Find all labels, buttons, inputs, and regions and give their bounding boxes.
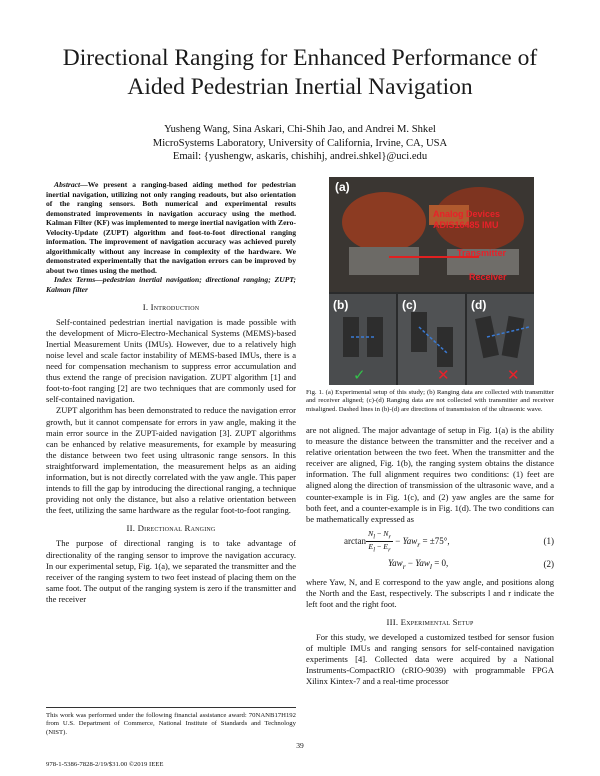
abstract bbox=[46, 180, 296, 275]
section-heading-introduction: I. Introduction bbox=[142, 301, 200, 312]
figure-caption: Fig. 1. (a) Experimental setup of this study; (b) Ranging data are collected with transmitter and receiver aligned; (c)-(d) Ranging data are not collected with transmitter and receiver misaligned. Dashed lines in (b)-(d) are directions of transmission of the ultrasonic wave. bbox=[306, 389, 554, 413]
intro-paragraph-1: Self-contained pedestrian inertial navigation is made possible with the development of Micro-Electro-Mechanical Systems (MEMS)-based Inertial Measurement Units (IMUs). However, due to a relatively high noise level and scale factor instability of MEMS-based IMUs, there is a need for compensation mechanism to suppress error accumulation and thus extend the range of precision navigation. ZUPT algorithm [1] and foot-to-foot ranging [2] are two techniques that are commonly used for self-contained navigation. bbox=[46, 316, 296, 405]
title-line-1: Directional Ranging for Enhanced Performance of bbox=[62, 45, 538, 71]
section-heading-experimental-setup: III. Experimental Setup bbox=[386, 617, 474, 628]
index-terms: Index Terms—pedestrian inertial navigation; directional ranging; ZUPT; Kalman filter bbox=[46, 275, 296, 295]
right-column bbox=[306, 425, 554, 688]
annot-device: Analog Devices bbox=[433, 209, 501, 219]
left-column bbox=[46, 180, 296, 605]
copyright-line: 978-1-5386-7828-2/19/$31.00 ©2019 IEEE bbox=[46, 761, 164, 768]
equation-1-fraction: $\frac{N_l - N_r}{E_l - E_r}$ bbox=[367, 528, 392, 554]
label-a: (a) bbox=[335, 180, 350, 194]
es-paragraph-1: For this study, we developed a customized testbed for sensor fusion of multiple IMUs and ranging sensors for self-contained navigation experiments [4]. Collected data were acquired by a National Instruments-CompactRIO (cRIO-9039) with programmable FPGA Xilinx Kintex-7 and a real-time processor bbox=[306, 632, 554, 687]
email: Email: {yushengw, askaris, chishihj, andrei.shkel}@uci.edu bbox=[172, 151, 428, 162]
author-block bbox=[0, 123, 600, 164]
dr-paragraph-3: where Yaw, N, and E correspond to the yaw angle, and positions along the North and the East, respectively. The subscripts l and r indicate the left foot and the right foot. bbox=[306, 576, 554, 609]
footnote: This work was performed under the following financial assistance award: 70NANB17H192 from U.S. Department of Commerce, National Institute of Standards and Technology (NIST). bbox=[46, 707, 296, 737]
title-line-2: Aided Pedestrian Inertial Navigation bbox=[127, 74, 473, 100]
author-names: Yusheng Wang, Sina Askari, Chi-Shih Jao, and Andrei M. Shkel bbox=[164, 124, 436, 135]
section-heading-directional-ranging: II. Directional Ranging bbox=[126, 523, 216, 534]
equation-1 bbox=[306, 529, 554, 555]
mount-left bbox=[349, 247, 419, 275]
abstract-label: Abstract bbox=[54, 180, 81, 189]
figure-photo bbox=[329, 177, 534, 385]
dr-paragraph-1: The purpose of directional ranging is to take advantage of directionality of the ranging sensor to improve the navigation accuracy. In our experimental setup, Fig. 1(a), we separated the transmitter and the receiver of the ranging system to two feet instead of placing them on the same foot. The output of the ranging system is zero if the transmitter and the receiver bbox=[46, 538, 296, 604]
label-b: (b) bbox=[333, 298, 349, 312]
shoe-left bbox=[342, 192, 426, 252]
cross-icon-c: ✕ bbox=[437, 366, 450, 384]
affiliation: MicroSystems Laboratory, University of California, Irvine, CA, USA bbox=[152, 137, 448, 149]
equation-1-body: arctan $\frac{N_l - N_r}{E_l - E_r}$ − Yaw$_r$ = ±75°, bbox=[344, 528, 450, 554]
abstract-text: —We present a ranging-based aiding method for pedestrian inertial navigation, utilizing not only ranging readouts, but also orientation of the ranging sensors. Both numerical and experimental results demonstrated improvements in navigation accuracy using the method. Kalman Filter (KF) was implemented to merge inertial navigation with Zero-Velocity-Update (ZUPT) algorithm and foot-to-foot directional ranging information. The improvement of navigation accuracy was achieved purely algorithmically without any increase in complexity of the hardware. We demonstrated experimentally that the navigation errors can be improved by about two times using the method. bbox=[46, 180, 296, 275]
equation-1-number: (1) bbox=[543, 536, 554, 547]
equation-2-number: (2) bbox=[543, 559, 554, 570]
annot-imu: ADIS16485 IMU bbox=[433, 220, 499, 230]
label-c: (c) bbox=[402, 298, 417, 312]
check-icon: ✓ bbox=[353, 366, 366, 384]
paper-title bbox=[0, 44, 600, 102]
annot-receiver: Receiver bbox=[469, 272, 507, 282]
foot-c-right bbox=[437, 327, 453, 367]
equation-2-body: Yaw$_r$ − Yaw$_l$ = 0, bbox=[388, 557, 449, 571]
equation-2 bbox=[306, 557, 554, 573]
figure-1 bbox=[329, 177, 534, 385]
intro-paragraph-2: ZUPT algorithm has been demonstrated to reduce the navigation error growth, but it cannot compensate for errors in yaw angle, making it the main error source in the ZUPT-aided navigation [3]. ZUPT algorithms can be enhanced by relative measurements, for example by measuring the distance between two feet using ultrasonic range sensors. In this straightforward implementation, the measurement helps as an aiding information, but is not directly correlated with the yaw angle. This paper intends to fill the gap by introducing the directional ranging, a technique providing not only the distance, but also a relative orientation between the feet, utilizing the same hardware as the regular foot-to-foot ranging. bbox=[46, 405, 296, 516]
annot-transmitter: Transmitter bbox=[457, 248, 507, 258]
dr-paragraph-2: are not aligned. The major advantage of setup in Fig. 1(a) is the ability to measure the distance between the transmitter and the receiver and a relative orientation between the two feet. When the transmitter and the receiver are aligned, Fig. 1(b), the ranging system obtains the distance information. The full alignment requires two conditions: (1) feet are aligned along the direction of transmission of the ultrasonic wave, and a counter-example is in Fig. 1(c), and (2) yaw angles are the same for both feet, and a counter-example is in Fig. 1(d). The two conditions can be mathematically expressed as bbox=[306, 425, 554, 524]
label-d: (d) bbox=[471, 298, 487, 312]
cross-icon-d: ✕ bbox=[507, 366, 520, 384]
page-number: 39 bbox=[296, 741, 304, 750]
